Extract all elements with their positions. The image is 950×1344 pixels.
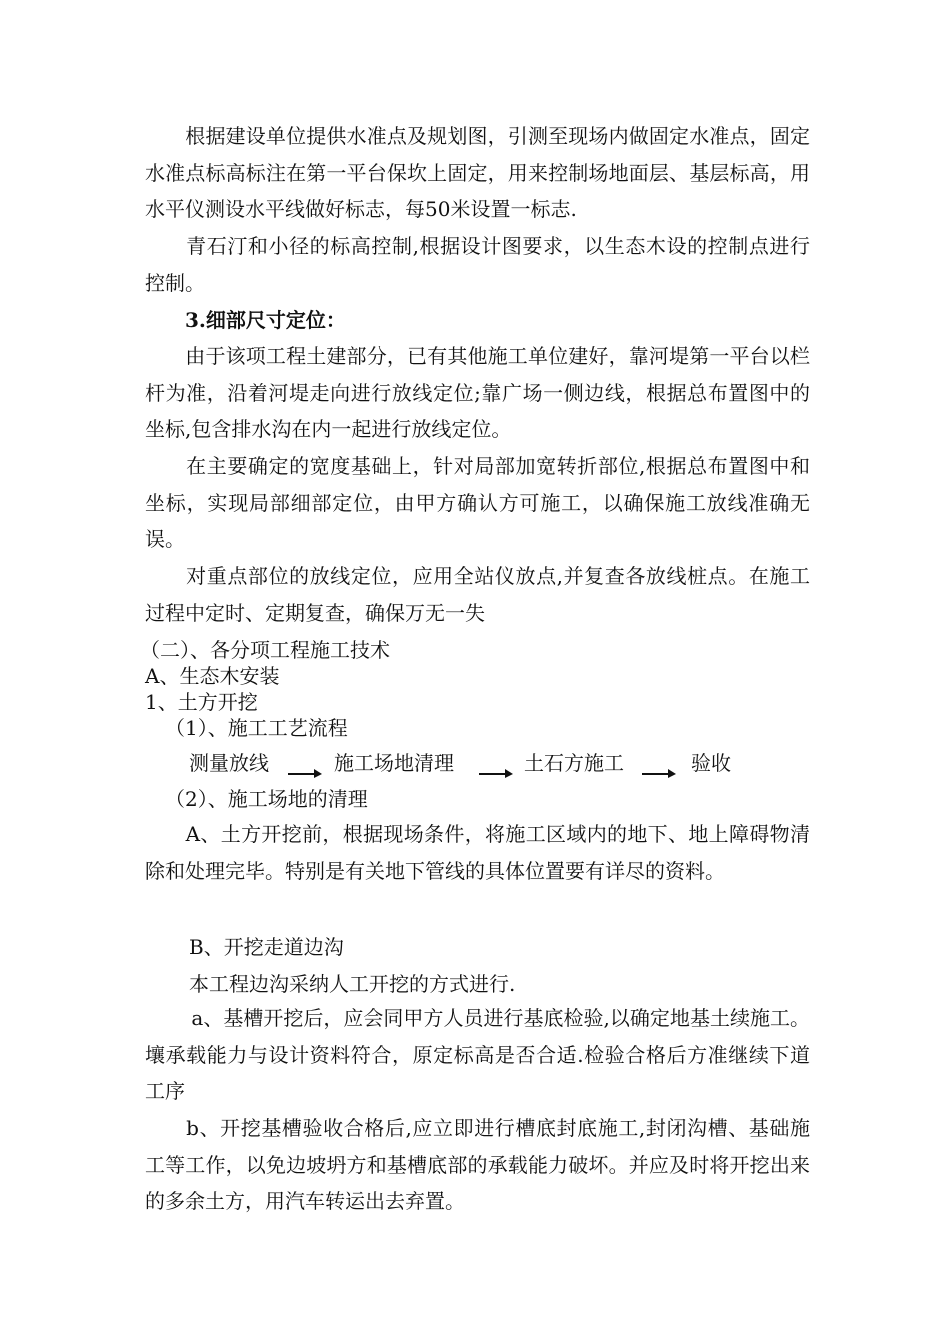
item-title: 1、土方开挖 [145,690,258,714]
step-title: （1）、施工工艺流程 [165,716,348,740]
flow-step-acceptance: 验收 [691,751,731,775]
arrow-right-icon [642,766,676,778]
arrow-right-icon [288,766,322,778]
paragraph-benchmark: 根据建设单位提供水准点及规划图，引测至现场内做固定水准点，固定水准点标高标注在第一平台保坎上固定，用来控制场地面层、基层标高，用水平仪测设水平线做好标志，每50米设置一标志. [145,124,810,221]
paragraph-obstacle-clearing: A、土方开挖前，根据现场条件，将施工区域内的地下、地上障碍物清除和处理完毕。特别是有关地下管线的具体位置要有详尽的资料。 [145,822,810,883]
paragraph-elevation-control: 青石汀和小径的标高控制,根据设计图要求，以生态木设的控制点进行控制。 [145,234,810,295]
paragraph-manual-excavation: 本工程边沟采纳人工开挖的方式进行. [189,972,516,996]
flow-step-clearing: 施工场地清理 [334,751,454,775]
flow-step-earthwork: 土石方施工 [524,751,624,775]
subheading-trench: B、开挖走道边沟 [189,935,344,959]
paragraph-width-basis: 在主要确定的宽度基础上，针对局部加宽转折部位,根据总布置图中和坐标，实现局部细部定位，由甲方确认方可施工，以确保施工放线准确无误。 [145,454,810,551]
paragraph-foundation-inspection: a、基槽开挖后，应会同甲方人员进行基底检验,以确定地基土续施工。壤承载能力与设计资料符合，原定标高是否合适.检验合格后方准继续下道工序 [145,1006,810,1103]
flow-step-survey: 测量放线 [189,751,269,775]
paragraph-trench-sealing: b、开挖基槽验收合格后,应立即进行槽底封底施工,封闭沟槽、基础施工等工作，以免边坡坍方和基槽底部的承载能力破坏。并应及时将开挖出来的多余土方，用汽车转运出去弃置。 [145,1116,810,1213]
heading-detail-positioning: 3.细部尺寸定位： [185,308,346,332]
paragraph-key-positions: 对重点部位的放线定位，应用全站仪放点,并复查各放线桩点。在施工过程中定时、定期复查，确保万无一失 [145,564,810,625]
process-flow [189,748,789,778]
subsection-title: A、生态木安装 [145,664,280,688]
step-title: （2）、施工场地的清理 [165,787,368,811]
section-title: （二）、各分项工程施工技术 [140,638,390,662]
paragraph-civil-works: 由于该项工程土建部分，已有其他施工单位建好，靠河堤第一平台以栏杆为准，沿着河堤走向进行放线定位;靠广场一侧边线，根据总布置图中的坐标,包含排水沟在内一起进行放线定位。 [145,344,810,441]
arrow-right-icon [479,766,513,778]
